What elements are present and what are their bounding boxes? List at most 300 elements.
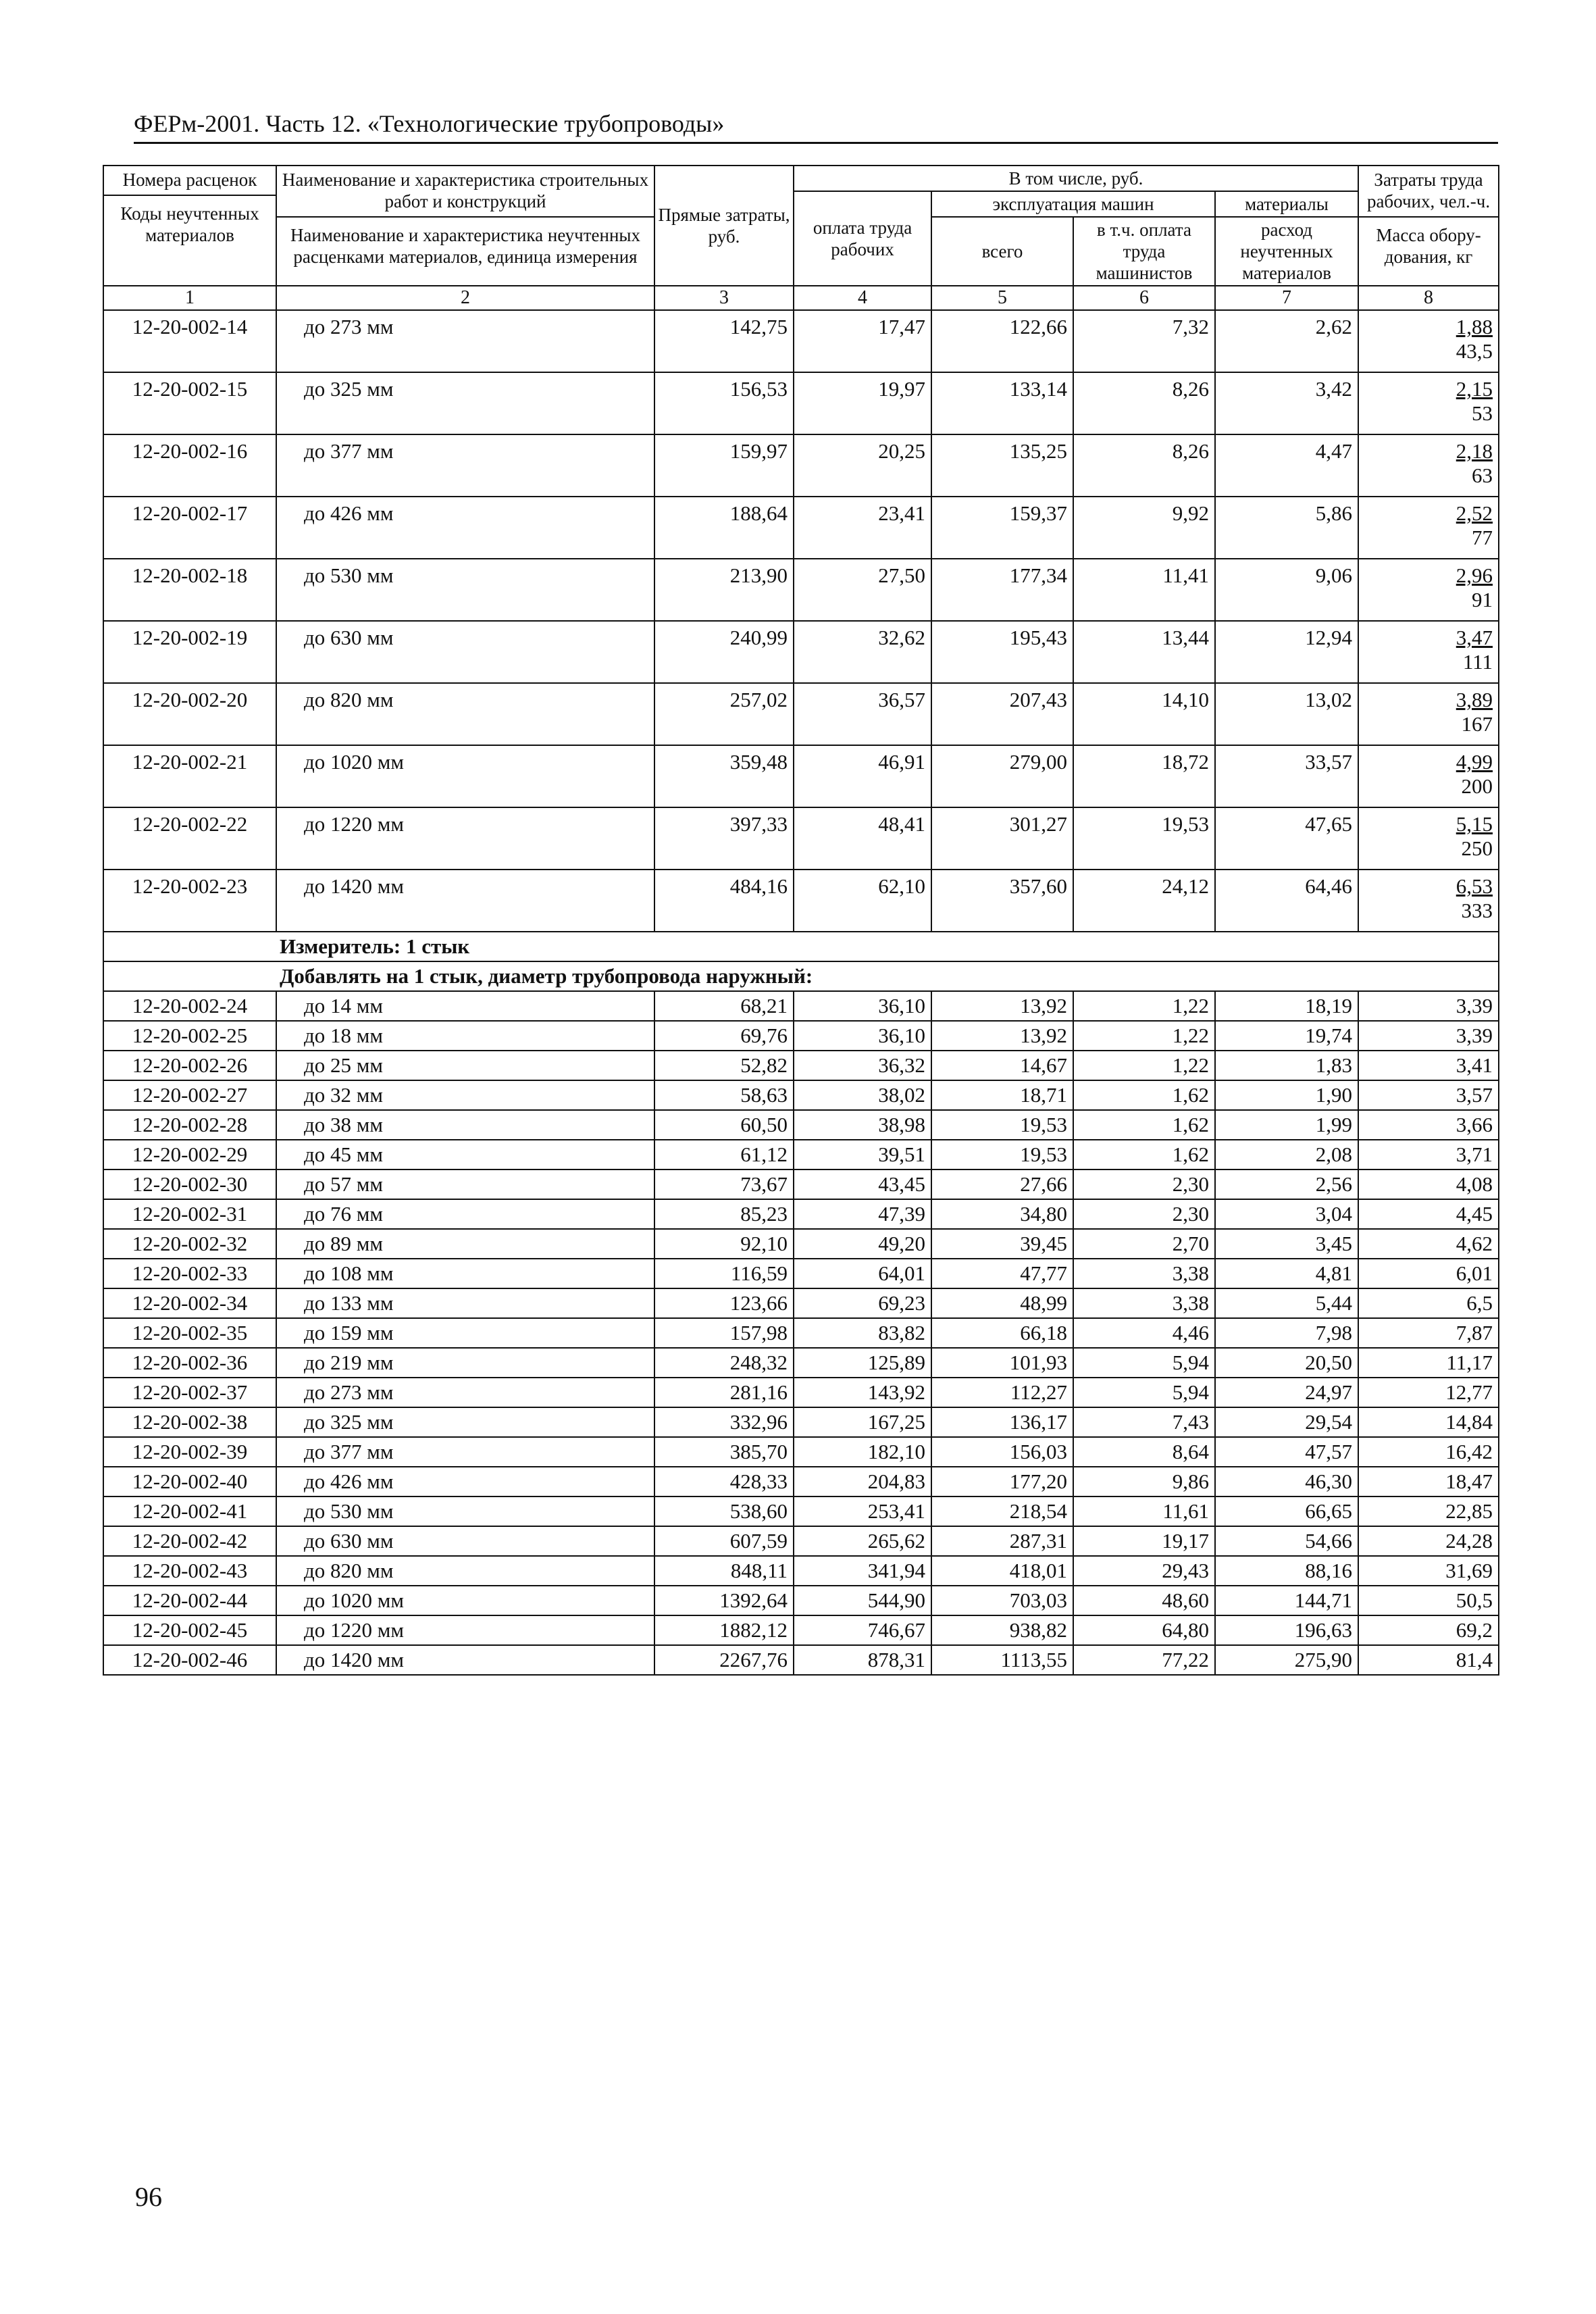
table-row xyxy=(103,1229,1499,1259)
labor-pay: 47,39 xyxy=(794,1199,931,1229)
materials-cost: 12,94 xyxy=(1215,621,1358,683)
materials-cost: 88,16 xyxy=(1215,1556,1358,1586)
labor-pay: 36,10 xyxy=(794,991,931,1021)
rate-code: 12-20-002-44 xyxy=(103,1586,276,1615)
rate-code: 12-20-002-28 xyxy=(103,1110,276,1140)
table-row xyxy=(103,1645,1499,1675)
labor-pay: 17,47 xyxy=(794,310,931,372)
table-row xyxy=(103,807,1499,870)
labor-and-mass-cell xyxy=(1358,310,1499,372)
direct-costs: 848,11 xyxy=(654,1556,794,1586)
rate-code: 12-20-002-40 xyxy=(103,1467,276,1496)
machinist-pay: 1,62 xyxy=(1073,1080,1215,1110)
column-number: 1 xyxy=(103,286,276,310)
rate-code: 12-20-002-20 xyxy=(103,683,276,745)
machinist-pay: 2,30 xyxy=(1073,1169,1215,1199)
direct-costs: 61,12 xyxy=(654,1140,794,1169)
rate-code: 12-20-002-21 xyxy=(103,745,276,807)
labor-and-mass-cell xyxy=(1358,372,1499,434)
machinist-pay: 2,70 xyxy=(1073,1229,1215,1259)
table-row xyxy=(103,372,1499,434)
machinist-pay: 9,92 xyxy=(1073,497,1215,559)
table-row xyxy=(103,1051,1499,1080)
table-row xyxy=(103,870,1499,932)
header-in-total: В том числе, руб. xyxy=(794,166,1358,191)
rate-name: до 630 мм xyxy=(276,621,654,683)
header-materials-name: Наименование и характеристика неучтенных расценками материалов, единица измерения xyxy=(290,225,641,267)
rate-code: 12-20-002-14 xyxy=(103,310,276,372)
rate-name: до 1020 мм xyxy=(276,745,654,807)
labor-pay: 27,50 xyxy=(794,559,931,621)
table-row xyxy=(103,1586,1499,1615)
rate-code: 12-20-002-43 xyxy=(103,1556,276,1586)
header-labor-hours: Затраты труда рабочих, чел.-ч. xyxy=(1359,166,1498,218)
equipment-mass: 167 xyxy=(1461,712,1493,736)
labor-pay: 38,98 xyxy=(794,1110,931,1140)
machinist-pay: 1,22 xyxy=(1073,1051,1215,1080)
machinist-pay: 7,43 xyxy=(1073,1407,1215,1437)
labor-pay: 46,91 xyxy=(794,745,931,807)
rate-name: до 1020 мм xyxy=(276,1586,654,1615)
direct-costs: 240,99 xyxy=(654,621,794,683)
materials-cost: 4,47 xyxy=(1215,434,1358,497)
labor-pay: 49,20 xyxy=(794,1229,931,1259)
block-a-rows xyxy=(103,310,1499,932)
machines-total: 156,03 xyxy=(931,1437,1073,1467)
table-row xyxy=(103,683,1499,745)
machines-total: 14,67 xyxy=(931,1051,1073,1080)
labor-pay: 48,41 xyxy=(794,807,931,870)
materials-cost: 33,57 xyxy=(1215,745,1358,807)
column-number: 7 xyxy=(1215,286,1358,310)
machines-total: 48,99 xyxy=(931,1288,1073,1318)
machinist-pay: 2,30 xyxy=(1073,1199,1215,1229)
machines-total: 133,14 xyxy=(931,372,1073,434)
machines-total: 357,60 xyxy=(931,870,1073,932)
materials-cost: 5,44 xyxy=(1215,1288,1358,1318)
labor-hours: 4,45 xyxy=(1358,1199,1499,1229)
rate-code: 12-20-002-31 xyxy=(103,1199,276,1229)
materials-cost: 2,62 xyxy=(1215,310,1358,372)
table-row xyxy=(103,497,1499,559)
table-row xyxy=(103,1467,1499,1496)
direct-costs: 428,33 xyxy=(654,1467,794,1496)
direct-costs: 159,97 xyxy=(654,434,794,497)
materials-cost: 9,06 xyxy=(1215,559,1358,621)
direct-costs: 142,75 xyxy=(654,310,794,372)
rate-name: до 108 мм xyxy=(276,1259,654,1288)
machines-total: 19,53 xyxy=(931,1140,1073,1169)
rate-name: до 14 мм xyxy=(276,991,654,1021)
page-number: 96 xyxy=(135,2182,162,2212)
rate-name: до 45 мм xyxy=(276,1140,654,1169)
labor-hours: 3,89 xyxy=(1456,688,1493,711)
machines-total: 177,34 xyxy=(931,559,1073,621)
equipment-mass: 91 xyxy=(1472,588,1493,611)
rate-code: 12-20-002-15 xyxy=(103,372,276,434)
labor-and-mass-cell xyxy=(1358,497,1499,559)
machinist-pay: 29,43 xyxy=(1073,1556,1215,1586)
header-row-1 xyxy=(103,166,1499,191)
header-labor-pay: оплата труда рабочих xyxy=(794,191,931,286)
labor-hours: 50,5 xyxy=(1358,1586,1499,1615)
rate-name: до 273 мм xyxy=(276,310,654,372)
rate-name: до 377 мм xyxy=(276,434,654,497)
labor-and-mass-cell xyxy=(1358,559,1499,621)
labor-pay: 265,62 xyxy=(794,1526,931,1556)
rate-name: до 1220 мм xyxy=(276,1615,654,1645)
materials-cost: 2,56 xyxy=(1215,1169,1358,1199)
meter-label: Измеритель: 1 стык xyxy=(103,932,1499,961)
rate-name: до 377 мм xyxy=(276,1437,654,1467)
table-row xyxy=(103,1021,1499,1051)
labor-hours: 7,87 xyxy=(1358,1318,1499,1348)
materials-cost: 2,08 xyxy=(1215,1140,1358,1169)
direct-costs: 92,10 xyxy=(654,1229,794,1259)
column-number: 8 xyxy=(1358,286,1499,310)
machines-total: 938,82 xyxy=(931,1615,1073,1645)
labor-and-mass-cell xyxy=(1358,621,1499,683)
direct-costs: 68,21 xyxy=(654,991,794,1021)
labor-hours: 24,28 xyxy=(1358,1526,1499,1556)
rate-name: до 57 мм xyxy=(276,1169,654,1199)
direct-costs: 60,50 xyxy=(654,1110,794,1140)
labor-hours: 3,57 xyxy=(1358,1080,1499,1110)
labor-hours: 3,47 xyxy=(1456,626,1493,649)
machines-total: 218,54 xyxy=(931,1496,1073,1526)
materials-cost: 1,90 xyxy=(1215,1080,1358,1110)
column-number: 6 xyxy=(1073,286,1215,310)
rate-name: до 32 мм xyxy=(276,1080,654,1110)
machines-total: 39,45 xyxy=(931,1229,1073,1259)
machinist-pay: 9,86 xyxy=(1073,1467,1215,1496)
labor-pay: 43,45 xyxy=(794,1169,931,1199)
rate-code: 12-20-002-26 xyxy=(103,1051,276,1080)
direct-costs: 156,53 xyxy=(654,372,794,434)
labor-hours: 12,77 xyxy=(1358,1378,1499,1407)
rate-code: 12-20-002-34 xyxy=(103,1288,276,1318)
rate-code: 12-20-002-46 xyxy=(103,1645,276,1675)
rate-code: 12-20-002-25 xyxy=(103,1021,276,1051)
machinist-pay: 77,22 xyxy=(1073,1645,1215,1675)
table-row xyxy=(103,1288,1499,1318)
table-row xyxy=(103,1140,1499,1169)
direct-costs: 52,82 xyxy=(654,1051,794,1080)
rate-name: до 325 мм xyxy=(276,372,654,434)
table-row xyxy=(103,1259,1499,1288)
materials-cost: 1,83 xyxy=(1215,1051,1358,1080)
machines-total: 19,53 xyxy=(931,1110,1073,1140)
labor-hours: 81,4 xyxy=(1358,1645,1499,1675)
machines-total: 47,77 xyxy=(931,1259,1073,1288)
rate-name: до 18 мм xyxy=(276,1021,654,1051)
direct-costs: 85,23 xyxy=(654,1199,794,1229)
rate-name: до 219 мм xyxy=(276,1348,654,1378)
header-rate-numbers: Номера расценок xyxy=(104,166,276,196)
materials-cost: 196,63 xyxy=(1215,1615,1358,1645)
equipment-mass: 250 xyxy=(1461,836,1493,860)
labor-pay: 36,32 xyxy=(794,1051,931,1080)
direct-costs: 188,64 xyxy=(654,497,794,559)
rate-code: 12-20-002-16 xyxy=(103,434,276,497)
labor-pay: 62,10 xyxy=(794,870,931,932)
rate-name: до 530 мм xyxy=(276,559,654,621)
header-materials: материалы xyxy=(1215,191,1358,217)
labor-pay: 38,02 xyxy=(794,1080,931,1110)
materials-cost: 144,71 xyxy=(1215,1586,1358,1615)
labor-hours: 2,18 xyxy=(1456,439,1493,463)
table-row xyxy=(103,1437,1499,1467)
direct-costs: 1392,64 xyxy=(654,1586,794,1615)
table-row xyxy=(103,991,1499,1021)
labor-hours: 2,15 xyxy=(1456,377,1493,401)
materials-cost: 5,86 xyxy=(1215,497,1358,559)
labor-hours: 31,69 xyxy=(1358,1556,1499,1586)
direct-costs: 2267,76 xyxy=(654,1645,794,1675)
section-rows xyxy=(103,932,1499,991)
machinist-pay: 48,60 xyxy=(1073,1586,1215,1615)
labor-pay: 125,89 xyxy=(794,1348,931,1378)
labor-hours: 2,52 xyxy=(1456,501,1493,525)
materials-cost: 7,98 xyxy=(1215,1318,1358,1348)
column-numbers-row xyxy=(103,286,1499,310)
direct-costs: 484,16 xyxy=(654,870,794,932)
labor-hours: 3,71 xyxy=(1358,1140,1499,1169)
table-row xyxy=(103,1199,1499,1229)
direct-costs: 157,98 xyxy=(654,1318,794,1348)
equipment-mass: 63 xyxy=(1472,463,1493,487)
meter-row xyxy=(103,932,1499,961)
labor-hours: 4,99 xyxy=(1456,750,1493,774)
materials-cost: 1,99 xyxy=(1215,1110,1358,1140)
machines-total: 418,01 xyxy=(931,1556,1073,1586)
rate-code: 12-20-002-17 xyxy=(103,497,276,559)
labor-hours: 1,88 xyxy=(1456,315,1493,338)
labor-and-mass-cell xyxy=(1358,683,1499,745)
rate-code: 12-20-002-19 xyxy=(103,621,276,683)
table-row xyxy=(103,745,1499,807)
machinist-pay: 1,62 xyxy=(1073,1110,1215,1140)
materials-cost: 20,50 xyxy=(1215,1348,1358,1378)
equipment-mass: 111 xyxy=(1462,650,1493,674)
table-row xyxy=(103,1407,1499,1437)
rate-name: до 133 мм xyxy=(276,1288,654,1318)
table-row xyxy=(103,1348,1499,1378)
header-machines: эксплуатация машин xyxy=(931,191,1215,217)
rate-code: 12-20-002-37 xyxy=(103,1378,276,1407)
rate-code: 12-20-002-22 xyxy=(103,807,276,870)
materials-cost: 4,81 xyxy=(1215,1259,1358,1288)
machines-total: 287,31 xyxy=(931,1526,1073,1556)
machinist-pay: 5,94 xyxy=(1073,1348,1215,1378)
equipment-mass: 43,5 xyxy=(1456,339,1493,363)
header-codes xyxy=(103,166,276,286)
machines-total: 112,27 xyxy=(931,1378,1073,1407)
machinist-pay: 19,53 xyxy=(1073,807,1215,870)
rate-name: до 89 мм xyxy=(276,1229,654,1259)
machinist-pay: 14,10 xyxy=(1073,683,1215,745)
rate-code: 12-20-002-45 xyxy=(103,1615,276,1645)
equipment-mass: 333 xyxy=(1461,899,1493,922)
labor-hours: 3,39 xyxy=(1358,1021,1499,1051)
rate-code: 12-20-002-36 xyxy=(103,1348,276,1378)
direct-costs: 332,96 xyxy=(654,1407,794,1437)
direct-costs: 58,63 xyxy=(654,1080,794,1110)
machinist-pay: 3,38 xyxy=(1073,1259,1215,1288)
direct-costs: 123,66 xyxy=(654,1288,794,1318)
table-row xyxy=(103,559,1499,621)
labor-and-mass-cell xyxy=(1358,745,1499,807)
direct-costs: 73,67 xyxy=(654,1169,794,1199)
labor-hours: 6,53 xyxy=(1456,874,1493,898)
rate-code: 12-20-002-27 xyxy=(103,1080,276,1110)
labor-pay: 20,25 xyxy=(794,434,931,497)
rate-name: до 820 мм xyxy=(276,683,654,745)
header-material-codes: Коды неучтенных материалов xyxy=(120,203,259,245)
labor-pay: 36,10 xyxy=(794,1021,931,1051)
labor-hours: 6,01 xyxy=(1358,1259,1499,1288)
rate-name: до 325 мм xyxy=(276,1407,654,1437)
labor-pay: 83,82 xyxy=(794,1318,931,1348)
section-title: Добавлять на 1 стык, диаметр трубопровода наружный: xyxy=(103,961,1499,991)
labor-hours: 22,85 xyxy=(1358,1496,1499,1526)
machinist-pay: 4,46 xyxy=(1073,1318,1215,1348)
header-names xyxy=(276,166,654,286)
table-row xyxy=(103,1318,1499,1348)
direct-costs: 213,90 xyxy=(654,559,794,621)
direct-costs: 607,59 xyxy=(654,1526,794,1556)
rate-code: 12-20-002-30 xyxy=(103,1169,276,1199)
header-equipment-mass: Масса обору-дования, кг xyxy=(1376,225,1481,267)
labor-pay: 182,10 xyxy=(794,1437,931,1467)
rate-code: 12-20-002-32 xyxy=(103,1229,276,1259)
rate-name: до 76 мм xyxy=(276,1199,654,1229)
materials-cost: 66,65 xyxy=(1215,1496,1358,1526)
section-title-row xyxy=(103,961,1499,991)
materials-cost: 19,74 xyxy=(1215,1021,1358,1051)
header-works-name: Наименование и характеристика строительных работ и конструкций xyxy=(277,166,654,218)
column-number: 3 xyxy=(654,286,794,310)
machinist-pay: 11,41 xyxy=(1073,559,1215,621)
materials-cost: 18,19 xyxy=(1215,991,1358,1021)
labor-pay: 32,62 xyxy=(794,621,931,683)
labor-pay: 544,90 xyxy=(794,1586,931,1615)
materials-cost: 47,57 xyxy=(1215,1437,1358,1467)
labor-pay: 69,23 xyxy=(794,1288,931,1318)
materials-cost: 29,54 xyxy=(1215,1407,1358,1437)
machinist-pay: 1,22 xyxy=(1073,991,1215,1021)
machinist-pay: 1,22 xyxy=(1073,1021,1215,1051)
direct-costs: 257,02 xyxy=(654,683,794,745)
table-row xyxy=(103,1080,1499,1110)
labor-pay: 746,67 xyxy=(794,1615,931,1645)
materials-cost: 24,97 xyxy=(1215,1378,1358,1407)
direct-costs: 281,16 xyxy=(654,1378,794,1407)
labor-hours: 5,15 xyxy=(1456,812,1493,836)
table-row xyxy=(103,434,1499,497)
direct-costs: 385,70 xyxy=(654,1437,794,1467)
table-row xyxy=(103,1526,1499,1556)
machinist-pay: 19,17 xyxy=(1073,1526,1215,1556)
labor-and-mass-cell xyxy=(1358,870,1499,932)
machines-total: 122,66 xyxy=(931,310,1073,372)
labor-hours: 3,66 xyxy=(1358,1110,1499,1140)
labor-pay: 253,41 xyxy=(794,1496,931,1526)
direct-costs: 1882,12 xyxy=(654,1615,794,1645)
rate-name: до 530 мм xyxy=(276,1496,654,1526)
equipment-mass: 200 xyxy=(1461,774,1493,798)
labor-hours: 6,5 xyxy=(1358,1288,1499,1318)
materials-cost: 3,45 xyxy=(1215,1229,1358,1259)
header-unaccounted-materials: расход неучтенных материалов xyxy=(1215,217,1358,286)
machines-total: 1113,55 xyxy=(931,1645,1073,1675)
machines-total: 13,92 xyxy=(931,1021,1073,1051)
header-machinist-pay: в т.ч. оплата труда машинистов xyxy=(1073,217,1215,286)
machinist-pay: 7,32 xyxy=(1073,310,1215,372)
machines-total: 279,00 xyxy=(931,745,1073,807)
rate-name: до 1420 мм xyxy=(276,870,654,932)
labor-and-mass-cell xyxy=(1358,807,1499,870)
column-number: 2 xyxy=(276,286,654,310)
machinist-pay: 5,94 xyxy=(1073,1378,1215,1407)
labor-pay: 204,83 xyxy=(794,1467,931,1496)
rate-name: до 273 мм xyxy=(276,1378,654,1407)
machinist-pay: 3,38 xyxy=(1073,1288,1215,1318)
labor-pay: 878,31 xyxy=(794,1645,931,1675)
rate-code: 12-20-002-29 xyxy=(103,1140,276,1169)
rate-name: до 159 мм xyxy=(276,1318,654,1348)
materials-cost: 47,65 xyxy=(1215,807,1358,870)
machines-total: 66,18 xyxy=(931,1318,1073,1348)
machinist-pay: 64,80 xyxy=(1073,1615,1215,1645)
machines-total: 101,93 xyxy=(931,1348,1073,1378)
table-row xyxy=(103,1378,1499,1407)
labor-pay: 36,57 xyxy=(794,683,931,745)
machinist-pay: 11,61 xyxy=(1073,1496,1215,1526)
rate-code: 12-20-002-23 xyxy=(103,870,276,932)
direct-costs: 359,48 xyxy=(654,745,794,807)
labor-pay: 39,51 xyxy=(794,1140,931,1169)
labor-pay: 167,25 xyxy=(794,1407,931,1437)
labor-pay: 23,41 xyxy=(794,497,931,559)
block-b-rows xyxy=(103,991,1499,1675)
rate-code: 12-20-002-24 xyxy=(103,991,276,1021)
labor-hours: 3,41 xyxy=(1358,1051,1499,1080)
table-row xyxy=(103,1556,1499,1586)
rate-name: до 630 мм xyxy=(276,1526,654,1556)
machinist-pay: 13,44 xyxy=(1073,621,1215,683)
rate-name: до 25 мм xyxy=(276,1051,654,1080)
machinist-pay: 1,62 xyxy=(1073,1140,1215,1169)
table-row xyxy=(103,1615,1499,1645)
rate-name: до 820 мм xyxy=(276,1556,654,1586)
machinist-pay: 8,26 xyxy=(1073,434,1215,497)
labor-hours: 4,08 xyxy=(1358,1169,1499,1199)
rate-name: до 426 мм xyxy=(276,497,654,559)
labor-hours: 14,84 xyxy=(1358,1407,1499,1437)
machines-total: 207,43 xyxy=(931,683,1073,745)
labor-hours: 4,62 xyxy=(1358,1229,1499,1259)
machinist-pay: 8,64 xyxy=(1073,1437,1215,1467)
header-labor-costs xyxy=(1358,166,1499,286)
machines-total: 195,43 xyxy=(931,621,1073,683)
page-header: ФЕРм-2001. Часть 12. «Технологические трубопроводы» xyxy=(134,108,1498,144)
direct-costs: 69,76 xyxy=(654,1021,794,1051)
direct-costs: 116,59 xyxy=(654,1259,794,1288)
header-direct-costs: Прямые затраты, руб. xyxy=(654,166,794,286)
rates-table xyxy=(103,165,1499,1676)
labor-hours: 2,96 xyxy=(1456,563,1493,587)
